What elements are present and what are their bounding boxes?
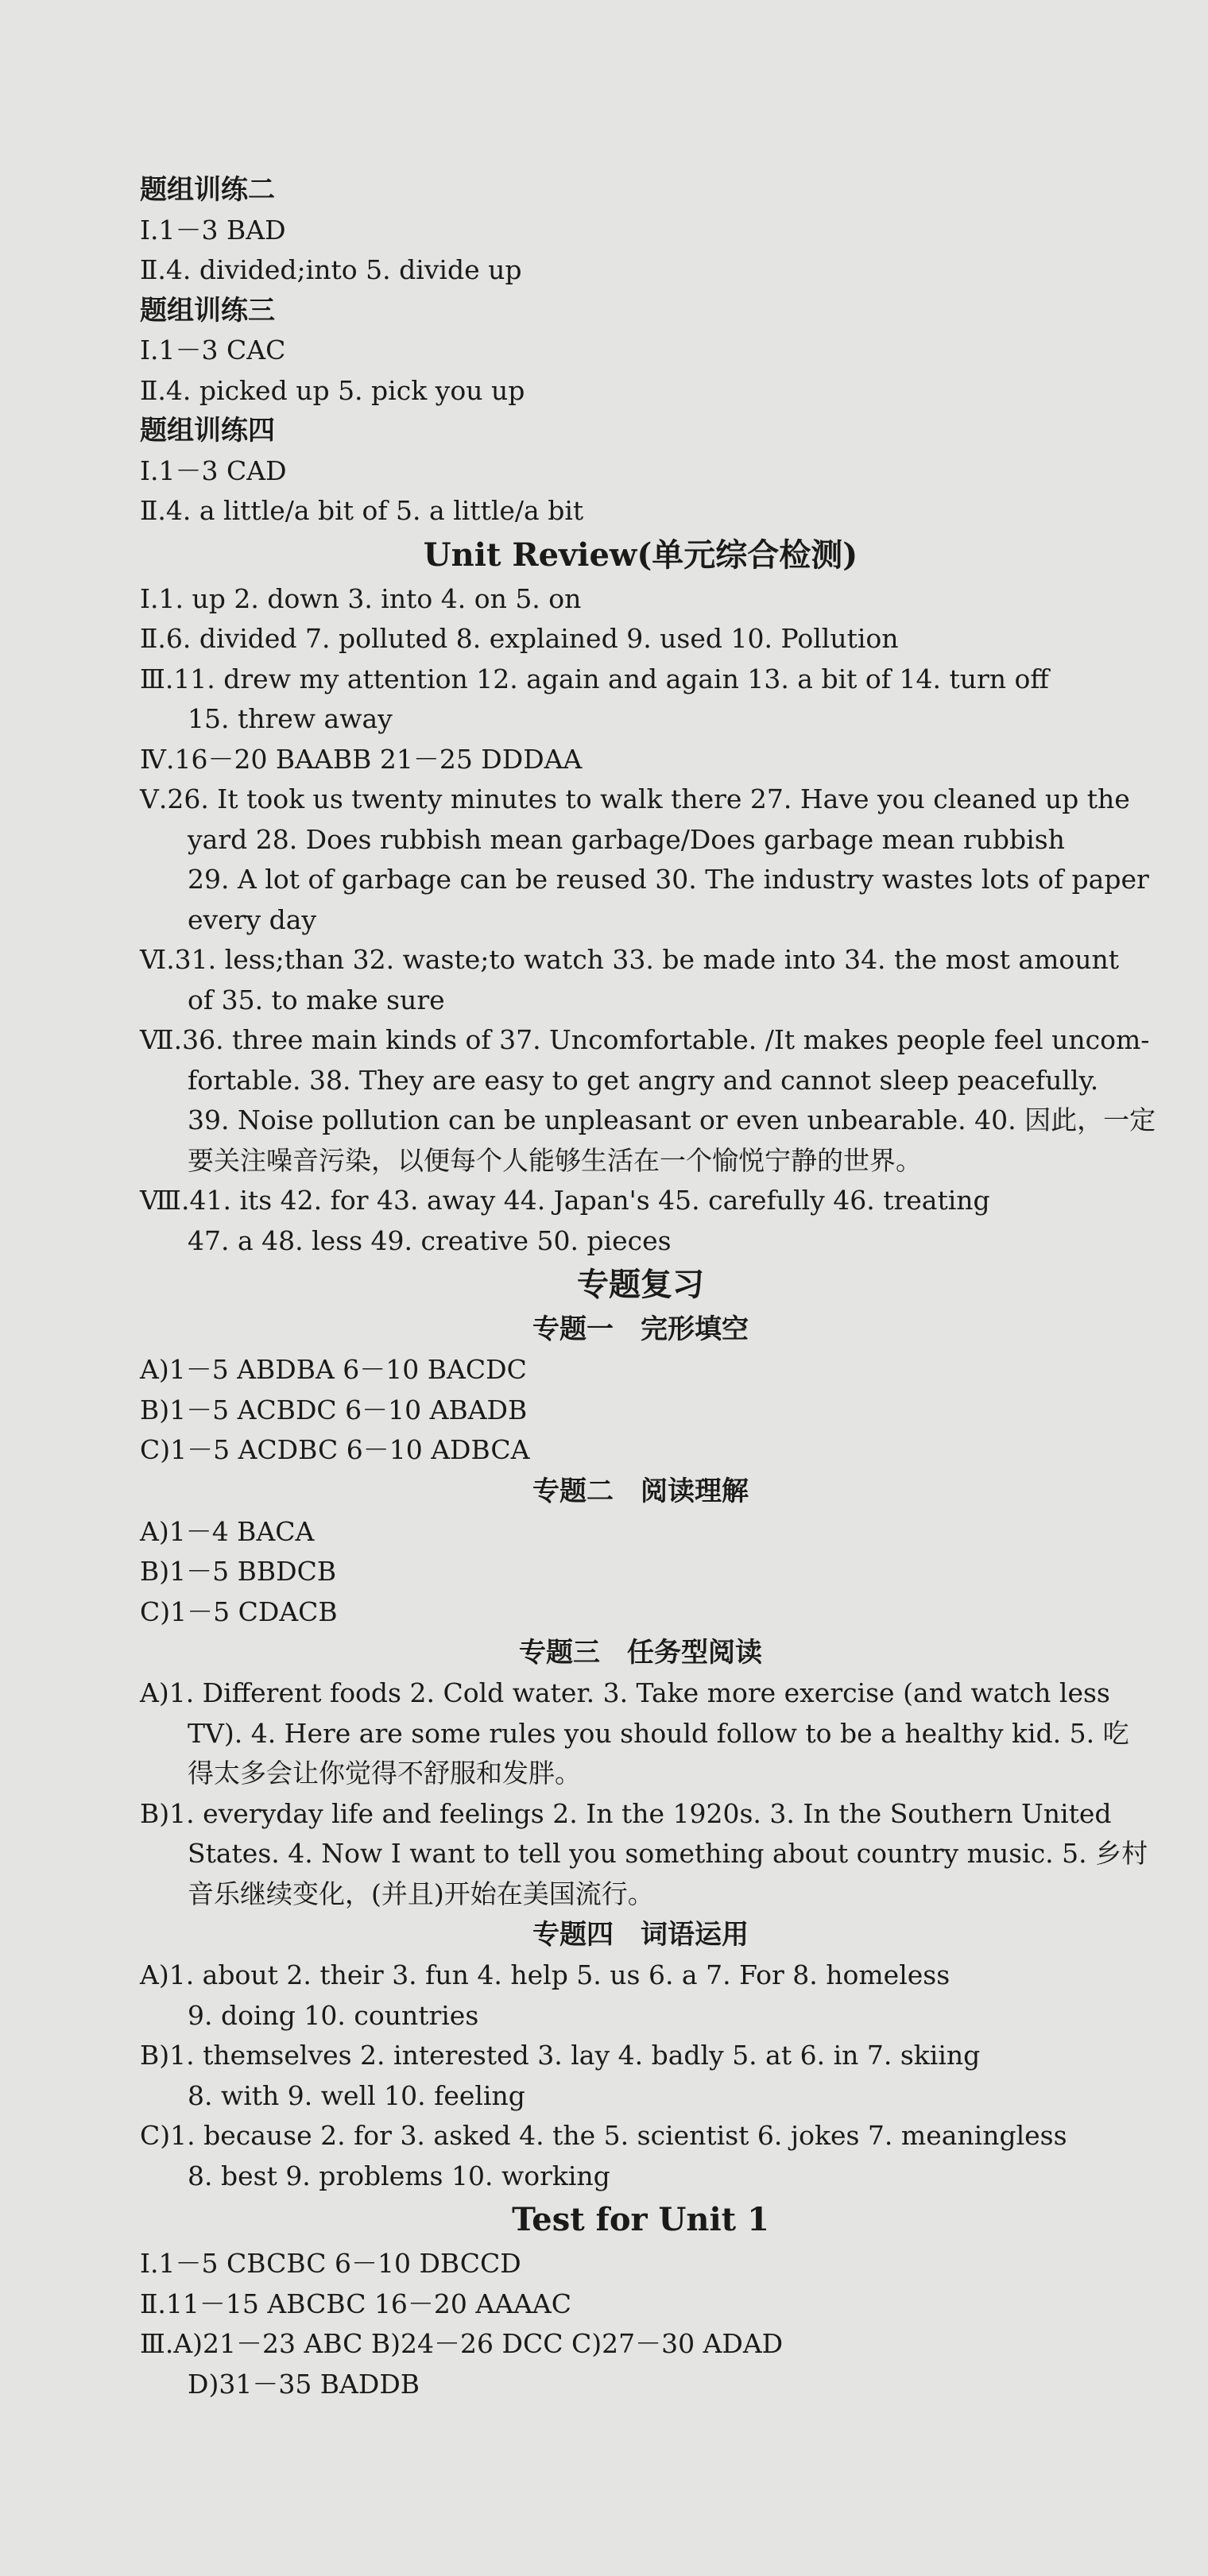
answer-line: Ⅲ.11. drew my attention 12. again and again 13. a bit of 14. turn off — [140, 663, 1049, 694]
topic-heading: 专题三 任务型阅读 — [519, 1637, 762, 1669]
answer-line: B)1－5 BBDCB — [140, 1556, 337, 1587]
answer-line: Ⅰ.1. up 2. down 3. into 4. on 5. on — [140, 582, 582, 614]
answer-line: Ⅱ.6. divided 7. polluted 8. explained 9. used 10. Pollution — [140, 623, 899, 654]
answer-line: Ⅷ.41. its 42. for 43. away 44. Japan's 45. carefully 46. treating — [140, 1185, 990, 1216]
answer-line: 29. A lot of garbage can be reused 30. The industry wastes lots of paper — [188, 864, 1149, 895]
topic-heading: 专题一 完形填空 — [532, 1313, 749, 1345]
answer-line: Ⅴ.26. It took us twenty minutes to walk there 27. Have you cleaned up the — [140, 783, 1130, 814]
answer-line: 8. best 9. problems 10. working — [188, 2160, 610, 2191]
answer-line: A)1. about 2. their 3. fun 4. help 5. us 6. a 7. For 8. homeless — [140, 1959, 951, 1990]
answer-line: every day — [188, 903, 317, 935]
answer-line: 要关注噪音污染，以便每个人能够生活在一个愉悦宁静的世界。 — [188, 1144, 922, 1176]
answer-line: TV). 4. Here are some rules you should follow to be a healthy kid. 5. 吃 — [188, 1717, 1129, 1749]
answer-line: 音乐继续变化，(并且)开始在美国流行。 — [188, 1878, 654, 1909]
topic-review-title: 专题复习 — [577, 1266, 704, 1303]
answer-line: Ⅱ.4. divided;into 5. divide up — [140, 254, 522, 285]
answer-line: of 35. to make sure — [188, 984, 445, 1015]
answer-line: Ⅰ.1－3 CAD — [140, 454, 287, 486]
answer-line: 47. a 48. less 49. creative 50. pieces — [188, 1224, 672, 1256]
topic-heading: 专题四 词语运用 — [532, 1919, 749, 1951]
group-heading: 题组训练三 — [140, 294, 275, 327]
answer-line: B)1. everyday life and feelings 2. In the 1920s. 3. In the Southern United — [140, 1797, 1112, 1829]
answer-line: Ⅲ.A)21－23 ABC B)24－26 DCC C)27－30 ADAD — [140, 2328, 784, 2359]
answer-line: 8. with 9. well 10. feeling — [188, 2079, 525, 2111]
answer-line: C)1－5 CDACB — [140, 1595, 338, 1627]
unit-test-title: Test for Unit 1 — [512, 2201, 769, 2238]
group-heading: 题组训练四 — [140, 415, 275, 447]
group-heading: 题组训练二 — [140, 174, 275, 206]
answer-line: 9. doing 10. countries — [188, 1999, 479, 2031]
answer-line: Ⅶ.36. three main kinds of 37. Uncomfortable. /It makes people feel uncom- — [140, 1024, 1150, 1055]
answer-line: Ⅱ.4. a little/a bit of 5. a little/a bit — [140, 495, 584, 526]
answer-line: Ⅵ.31. less;than 32. waste;to watch 33. be made into 34. the most amount — [140, 944, 1120, 975]
answer-line: Ⅱ.11－15 ABCBC 16－20 AAAAC — [140, 2288, 571, 2319]
answer-line: 15. threw away — [188, 703, 393, 734]
answer-line: B)1. themselves 2. interested 3. lay 4. badly 5. at 6. in 7. skiing — [140, 2040, 981, 2071]
answer-line: D)31－35 BADDB — [188, 2368, 420, 2400]
answer-line: Ⅳ.16－20 BAABB 21－25 DDDAA — [140, 743, 583, 775]
answer-content — [140, 170, 1156, 2404]
answer-line: B)1－5 ACBDC 6－10 ABADB — [140, 1394, 528, 1425]
answer-line: 39. Noise pollution can be unpleasant or even unbearable. 40. 因此，一定 — [188, 1104, 1156, 1135]
answer-line: Ⅰ.1－5 CBCBC 6－10 DBCCD — [140, 2248, 521, 2279]
unit-review-title: Unit Review(单元综合检测) — [423, 536, 858, 574]
answer-line: Ⅰ.1－3 BAD — [140, 214, 286, 246]
answer-line: fortable. 38. They are easy to get angry and cannot sleep peacefully. — [188, 1064, 1099, 1096]
answer-line: Ⅰ.1－3 CAC — [140, 335, 286, 366]
topic-heading: 专题二 阅读理解 — [532, 1475, 749, 1507]
answer-line: A)1. Different foods 2. Cold water. 3. Take more exercise (and watch less — [140, 1677, 1110, 1708]
answer-line: C)1－5 ACDBC 6－10 ADBCA — [140, 1434, 530, 1465]
answer-line: A)1－5 ABDBA 6－10 BACDC — [140, 1354, 527, 1385]
answer-line: Ⅱ.4. picked up 5. pick you up — [140, 374, 525, 406]
answer-line: 得太多会让你觉得不舒服和发胖。 — [188, 1758, 581, 1789]
answer-line: States. 4. Now I want to tell you something about country music. 5. 乡村 — [188, 1838, 1148, 1869]
answer-line: C)1. because 2. for 3. asked 4. the 5. scientist 6. jokes 7. meaningless — [140, 2120, 1067, 2151]
answer-line: A)1－4 BACA — [140, 1515, 315, 1547]
answer-line: yard 28. Does rubbish mean garbage/Does garbage mean rubbish — [188, 823, 1065, 855]
